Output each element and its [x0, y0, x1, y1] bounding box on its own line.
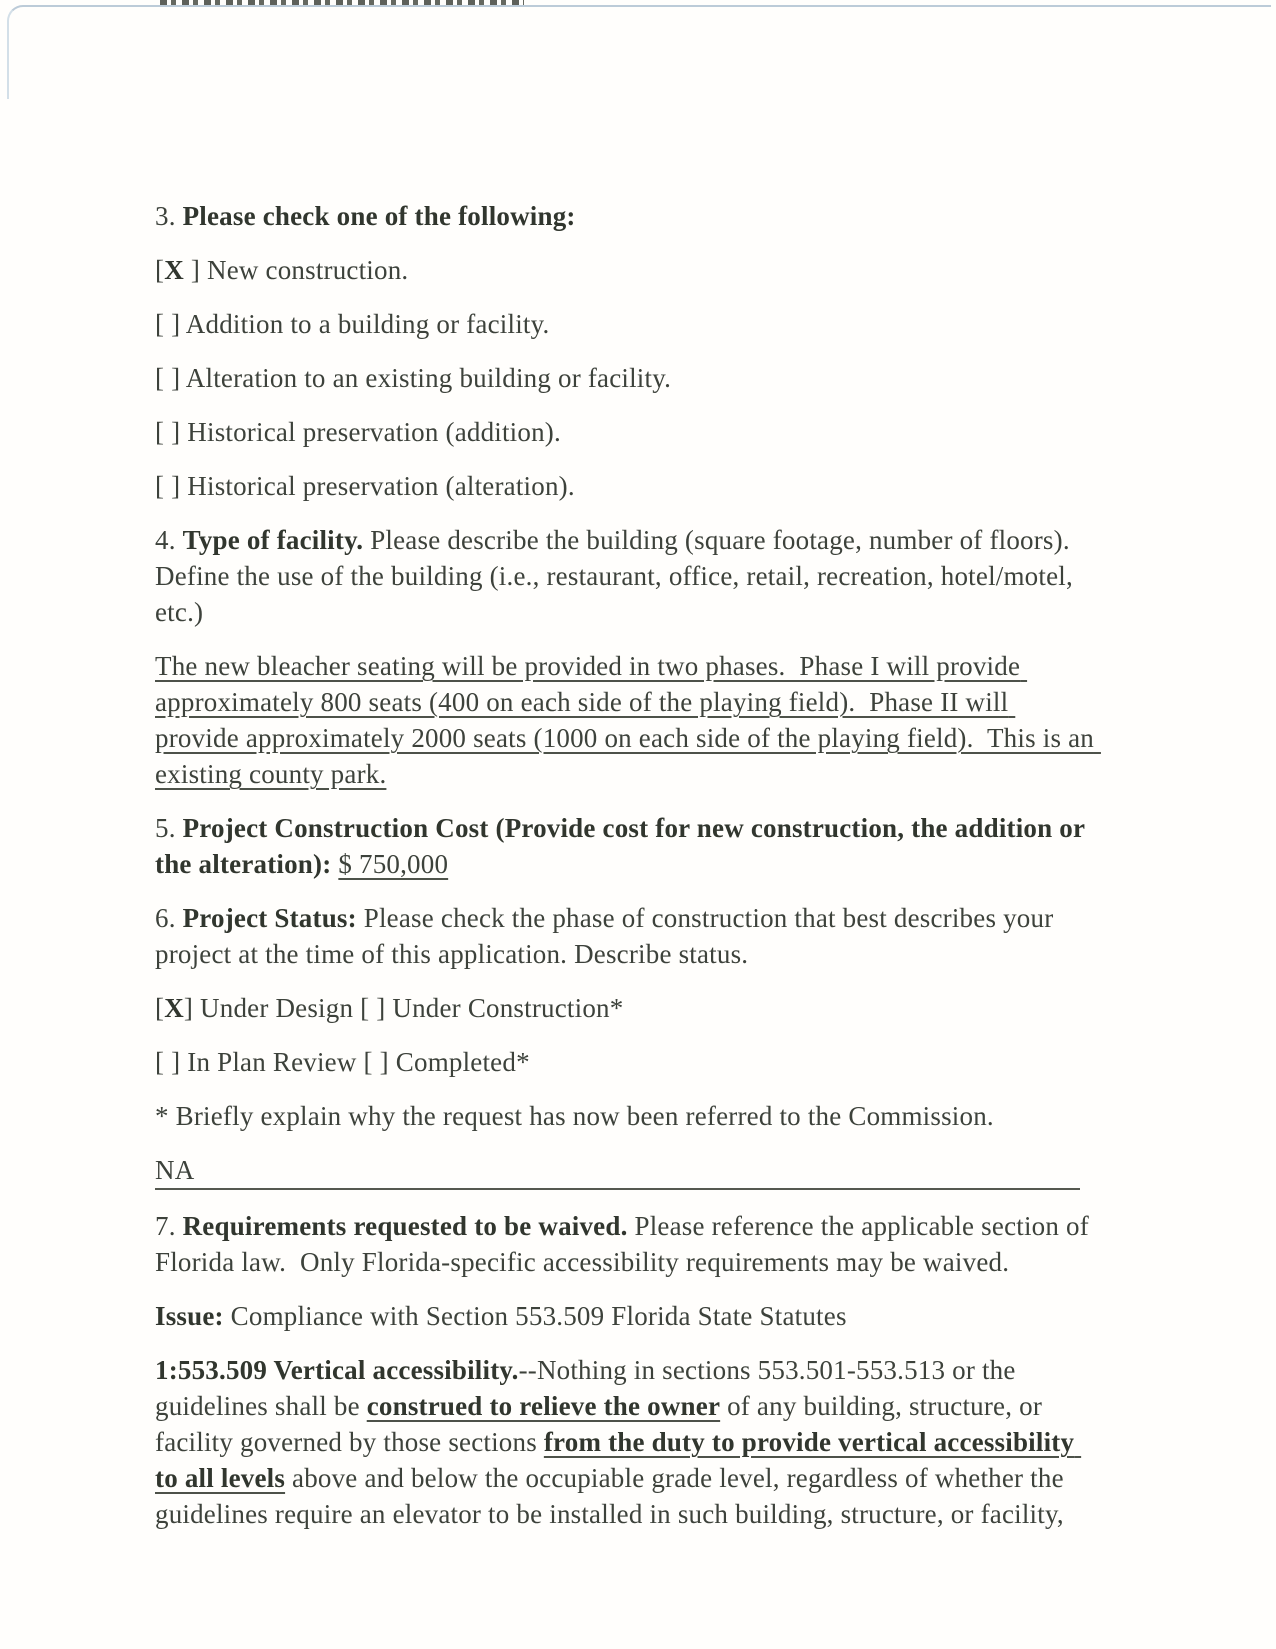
q3-option-addition [155, 306, 1095, 342]
option-label: ] Addition to a building or facility. [164, 309, 550, 339]
q3-number: 3. [155, 201, 183, 231]
q6-status-line-review-completed [155, 1044, 1095, 1080]
statute-run-1: --Nothing in sections 553.501-553.513 or the guidelines shall be [155, 1355, 1023, 1421]
scan-edge-line [7, 5, 1271, 99]
checkbox-open-bracket: [ [155, 471, 165, 501]
q6-footnote [155, 1098, 1095, 1134]
q5-heading-text: Project Construction Cost (Provide cost for new construction, the addition or the alteration): [155, 813, 1092, 879]
q6-answer-text: NA [155, 1155, 195, 1185]
statute-run-3: of any building, structure, or facility governed by those sections [155, 1391, 1049, 1457]
statute-paragraph [155, 1352, 1095, 1532]
q7-number: 7. [155, 1211, 183, 1241]
checkbox-x-mark: X [164, 993, 184, 1023]
statute-run-2-underlined: construed to relieve the owner [366, 1391, 721, 1421]
option-label: ] Alteration to an existing building or facility. [164, 363, 672, 393]
q5-construction-cost [155, 810, 1095, 882]
option-label: ] New construction. [183, 255, 409, 285]
checkbox-open-bracket: [ [155, 309, 165, 339]
q3-option-alteration [155, 360, 1095, 396]
q6-body-text: Please check the phase of construction that best describes your project at the time of this application. Describe status. [155, 903, 1061, 969]
q6-number: 6. [155, 903, 183, 933]
q3-option-historical-alteration [155, 468, 1095, 504]
q3-heading [155, 198, 1095, 234]
status-options-label: [ ] In Plan Review [ ] Completed* [155, 1047, 530, 1077]
status-options-label: ] Under Design [ ] Under Construction* [183, 993, 624, 1023]
q4-answer-text: The new bleacher seating will be provided in two phases. Phase I will provide approximately 800 seats (400 on each side of the playing field). Phase II will provide approximately 2000 seats (1000 on each side of the playing field). This is an existing county park. [155, 651, 1101, 789]
q7-body-text: Please reference the applicable section of Florida law. Only Florida-specific accessibility requirements may be waived. [155, 1211, 1096, 1277]
q3-option-historical-addition [155, 414, 1095, 450]
checkbox-open-bracket: [ [155, 417, 165, 447]
checkbox-open-bracket: [ [155, 255, 165, 285]
q5-cost-value: $ 750,000 [338, 849, 449, 879]
issue-label: Issue: [155, 1301, 224, 1331]
form-content [155, 198, 1101, 1532]
checkbox-x-mark: X [164, 255, 184, 285]
q6-answer-line [155, 1152, 1080, 1190]
statute-lead: 1:553.509 Vertical accessibility. [155, 1355, 519, 1385]
q7-requirements-waived [155, 1208, 1095, 1280]
statute-run-4-underlined: from the duty to provide vertical accessibility to all levels [155, 1427, 1082, 1493]
q4-answer [155, 648, 1101, 792]
q7-heading-text: Requirements requested to be waived. [182, 1211, 628, 1241]
q7-issue-line [155, 1298, 1095, 1334]
option-label: ] Historical preservation (addition). [164, 417, 561, 447]
statute-run-5: above and below the occupiable grade level, regardless of whether the guidelines require an elevator to be installed in such building, structure, or facility, [155, 1463, 1071, 1529]
q4-body-text: Please describe the building (square footage, number of floors). Define the use of the building (i.e., restaurant, office, retail, recreation, hotel/motel, etc.) [155, 525, 1080, 627]
q4-heading-text: Type of facility. [182, 525, 364, 555]
q6-project-status [155, 900, 1095, 972]
checkbox-open-bracket: [ [155, 993, 165, 1023]
q4-type-of-facility [155, 522, 1095, 630]
footnote-text: * Briefly explain why the request has now been referred to the Commission. [155, 1101, 994, 1131]
issue-text: Compliance with Section 553.509 Florida State Statutes [223, 1301, 847, 1331]
q6-status-line-design-construction [155, 990, 1095, 1026]
cutoff-text-fragment [160, 0, 524, 7]
checkbox-open-bracket: [ [155, 363, 165, 393]
q5-number: 5. [155, 813, 183, 843]
option-label: ] Historical preservation (alteration). [164, 471, 575, 501]
q3-option-new-construction [155, 252, 1095, 288]
q6-heading-text: Project Status: [182, 903, 357, 933]
q4-number: 4. [155, 525, 183, 555]
q3-heading-text: Please check one of the following: [182, 201, 576, 231]
